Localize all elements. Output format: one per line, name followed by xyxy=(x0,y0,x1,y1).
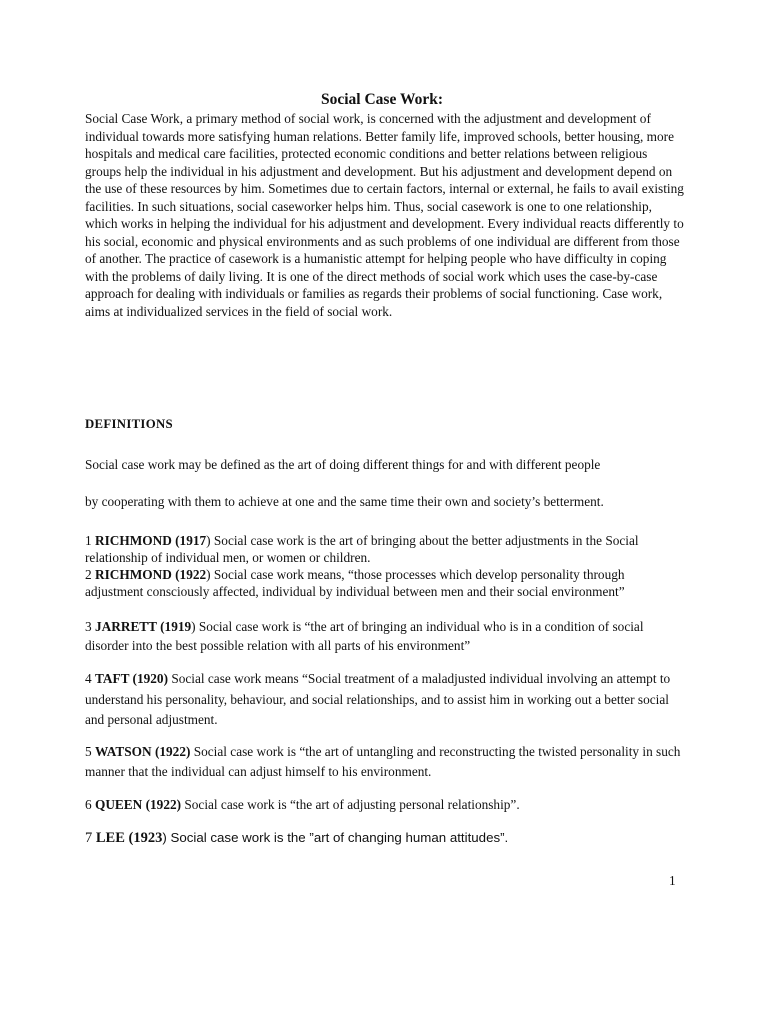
definition-text: Social case work means “Social treatment of a maladjusted individual involving an attempt to understand his personality, behaviour, and social relationships, and to assist him in working out a better social and personal adjustment. xyxy=(85,671,671,727)
definition-text: ) Social case work is “the art of bringing an individual who is in a condition of social disorder into the best possible relation with all parts of his environment” xyxy=(85,619,644,653)
definition-number: 4 xyxy=(85,671,92,686)
definition-author: RICHMOND (1917 xyxy=(94,533,207,548)
definition-item xyxy=(85,532,685,566)
definition-item xyxy=(85,617,685,655)
definition-item xyxy=(85,742,685,782)
definitions-heading: DEFINITIONS xyxy=(85,417,173,431)
definition-item xyxy=(85,828,685,848)
definition-author: QUEEN (1922) xyxy=(94,797,182,812)
definition-number: 1 xyxy=(85,533,92,548)
definition-number: 7 xyxy=(85,830,93,846)
definition-item xyxy=(85,795,685,814)
page-number: 1 xyxy=(669,873,676,888)
definition-author: WATSON (1922) xyxy=(94,744,191,759)
document-title: Social Case Work: xyxy=(321,91,443,108)
definition-author: TAFT (1920) xyxy=(94,671,168,686)
definition-number: 2 xyxy=(85,567,92,582)
definition-number: 6 xyxy=(85,797,92,812)
definition-author: LEE (1923 xyxy=(95,830,163,846)
definition-number: 3 xyxy=(85,619,92,634)
definition-text: Social case work is “the art of adjusting personal relationship”. xyxy=(181,797,520,812)
intro-paragraph: Social Case Work, a primary method of social work, is concerned with the adjustment and development of individual towards more satisfying human relations. Better family life, improved schools, better housing, more hospitals and medical care facilities, protected economic conditions and better relations between religious groups help the individual in his adjustment and development. But his adjustment and development depend on the use of these resources by him. Sometimes due to certain factors, internal or external, he fails to avail existing facilities. In such situations, social caseworker helps him. Thus, social casework is one to one relationship, which works in helping the individual for his adjustment and development. Every individual reacts differently to his social, economic and physical environments and as such problems of one individual are different from those of another. The practice of casework is a humanistic attempt for helping people who have difficulty in coping with the problems of daily living. It is one of the direct methods of social work which uses the case-by-case approach for dealing with individuals or families as regards their problems of social functioning. Case work, aims at individualized services in the field of social work. xyxy=(85,111,684,319)
definition-item xyxy=(85,566,685,600)
definition-intro-line-2: by cooperating with them to achieve at one and the same time their own and society’s betterment. xyxy=(85,494,604,509)
definition-number: 5 xyxy=(85,744,92,759)
definition-author: RICHMOND (1922 xyxy=(94,567,207,582)
definition-text: Social case work is “the art of untangling and reconstructing the twisted personality in such manner that the individual can adjust himself to his environment. xyxy=(85,744,681,779)
definition-item xyxy=(85,669,685,731)
definition-text: ) Social case work is the art of bringing about the better adjustments in the Social relationship of individual men, or women or children. xyxy=(85,533,639,565)
definition-text: ) Social case work is the ”art of changing human attitudes”. xyxy=(162,830,509,845)
definition-intro-line-1: Social case work may be defined as the art of doing different things for and with different people xyxy=(85,457,601,472)
definition-author: JARRETT (1919 xyxy=(94,619,192,634)
definition-text: ) Social case work means, “those processes which develop personality through adjustment consciously affected, individual by individual between men and their social environment” xyxy=(85,567,625,599)
